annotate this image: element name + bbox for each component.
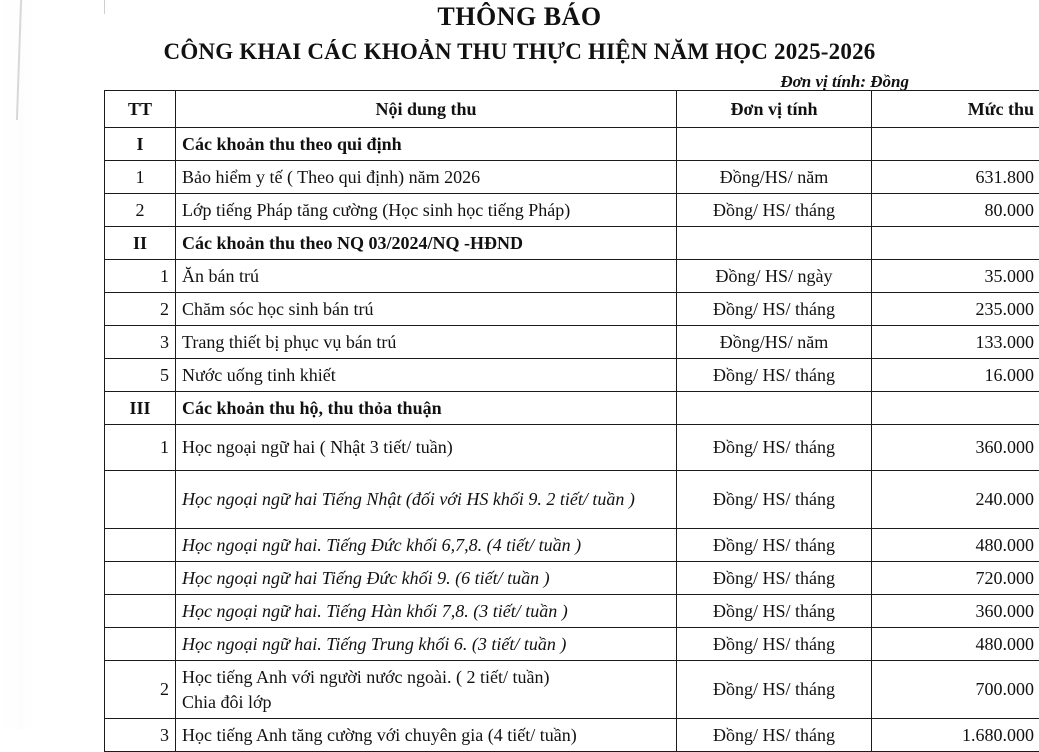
cell-tt: 2 [105,194,176,227]
cell-noi-dung: Học ngoại ngữ hai Tiếng Đức khối 9. (6 tiết/ tuần ) [176,562,677,595]
table-row [105,161,1039,194]
column-header-noi-dung: Nội dung thu [176,91,677,128]
cell-don-vi: Đồng/ HS/ tháng [677,471,872,529]
table-body [105,128,1039,752]
table-row [105,128,1039,161]
page-title: THÔNG BÁO [0,2,1039,32]
title-block [0,2,1039,67]
cell-muc-thu: 631.800 [872,161,1039,194]
cell-muc-thu: 235.000 [872,293,1039,326]
cell-muc-thu: 700.000 [872,661,1039,719]
cell-noi-dung: Học ngoại ngữ hai. Tiếng Đức khối 6,7,8. (4 tiết/ tuần ) [176,529,677,562]
cell-tt: 2 [105,293,176,326]
cell-noi-dung: Chăm sóc học sinh bán trú [176,293,677,326]
table-row [105,719,1039,752]
cell-don-vi: Đồng/ HS/ tháng [677,719,872,752]
table-row [105,562,1039,595]
cell-noi-dung: Học ngoại ngữ hai. Tiếng Hàn khối 7,8. (3 tiết/ tuần ) [176,595,677,628]
cell-muc-thu: 16.000 [872,359,1039,392]
cell-tt: 5 [105,359,176,392]
cell-don-vi: Đồng/ HS/ ngày [677,260,872,293]
cell-don-vi: Đồng/ HS/ tháng [677,529,872,562]
cell-don-vi [677,128,872,161]
cell-noi-dung: Học ngoại ngữ hai. Tiếng Trung khối 6. (3 tiết/ tuần ) [176,628,677,661]
cell-muc-thu [872,392,1039,425]
cell-noi-dung: Lớp tiếng Pháp tăng cường (Học sinh học tiếng Pháp) [176,194,677,227]
cell-don-vi: Đồng/ HS/ tháng [677,425,872,471]
fees-table [104,90,1039,752]
cell-don-vi: Đồng/ HS/ tháng [677,194,872,227]
table-row [105,392,1039,425]
cell-muc-thu: 360.000 [872,425,1039,471]
column-header-muc-thu: Mức thu [872,91,1039,128]
cell-tt [105,628,176,661]
cell-tt: 3 [105,326,176,359]
table-row [105,661,1039,719]
cell-don-vi [677,392,872,425]
cell-noi-dung: Học ngoại ngữ hai ( Nhật 3 tiết/ tuần) [176,425,677,471]
column-header-tt: TT [105,91,176,128]
cell-don-vi: Đồng/ HS/ tháng [677,661,872,719]
cell-tt: 1 [105,161,176,194]
cell-noi-dung: Nước uống tinh khiết [176,359,677,392]
cell-tt [105,471,176,529]
currency-unit-note: Đơn vị tính: Đồng [780,72,909,92]
cell-tt: 1 [105,260,176,293]
table-row [105,359,1039,392]
table-row [105,425,1039,471]
table-row [105,194,1039,227]
cell-tt: 2 [105,661,176,719]
cell-muc-thu [872,128,1039,161]
cell-muc-thu: 240.000 [872,471,1039,529]
cell-tt [105,595,176,628]
cell-don-vi: Đồng/ HS/ tháng [677,359,872,392]
table-row [105,529,1039,562]
table-row [105,326,1039,359]
cell-noi-dung: Các khoản thu hộ, thu thỏa thuận [176,392,677,425]
cell-don-vi: Đồng/ HS/ tháng [677,628,872,661]
cell-muc-thu: 480.000 [872,628,1039,661]
cell-muc-thu: 360.000 [872,595,1039,628]
cell-tt [105,529,176,562]
cell-tt: 3 [105,719,176,752]
cell-don-vi: Đồng/HS/ năm [677,326,872,359]
table-row [105,227,1039,260]
table-row [105,260,1039,293]
cell-don-vi: Đồng/ HS/ tháng [677,293,872,326]
cell-don-vi: Đồng/HS/ năm [677,161,872,194]
cell-noi-dung: Các khoản thu theo qui định [176,128,677,161]
cell-muc-thu: 35.000 [872,260,1039,293]
table-row [105,628,1039,661]
cell-tt: II [105,227,176,260]
cell-noi-dung: Trang thiết bị phục vụ bán trú [176,326,677,359]
column-header-don-vi: Đơn vị tính [677,91,872,128]
cell-noi-dung: Các khoản thu theo NQ 03/2024/NQ -HĐND [176,227,677,260]
cell-tt [105,562,176,595]
cell-noi-dung: Ăn bán trú [176,260,677,293]
cell-don-vi: Đồng/ HS/ tháng [677,562,872,595]
cell-muc-thu [872,227,1039,260]
cell-don-vi: Đồng/ HS/ tháng [677,595,872,628]
cell-noi-dung: Bảo hiểm y tế ( Theo qui định) năm 2026 [176,161,677,194]
cell-don-vi [677,227,872,260]
table-row [105,471,1039,529]
cell-noi-dung: Học tiếng Anh tăng cường với chuyên gia (4 tiết/ tuần) [176,719,677,752]
cell-muc-thu: 480.000 [872,529,1039,562]
cell-noi-dung: Học ngoại ngữ hai Tiếng Nhật (đối với HS khối 9. 2 tiết/ tuần ) [176,471,677,529]
cell-noi-dung-line-1: Học tiếng Anh với người nước ngoài. ( 2 tiết/ tuần) [182,665,670,689]
cell-noi-dung [176,661,677,719]
cell-tt: 1 [105,425,176,471]
cell-tt: III [105,392,176,425]
table-row [105,595,1039,628]
cell-muc-thu: 133.000 [872,326,1039,359]
table-header-row [105,91,1039,128]
page-subtitle: CÔNG KHAI CÁC KHOẢN THU THỰC HIỆN NĂM HỌC 2025-2026 [0,38,1039,67]
cell-tt: I [105,128,176,161]
cell-noi-dung-line-2: Chia đôi lớp [182,690,670,714]
table-row [105,293,1039,326]
cell-muc-thu: 720.000 [872,562,1039,595]
table-header [105,91,1039,128]
cell-muc-thu: 80.000 [872,194,1039,227]
cell-muc-thu: 1.680.000 [872,719,1039,752]
